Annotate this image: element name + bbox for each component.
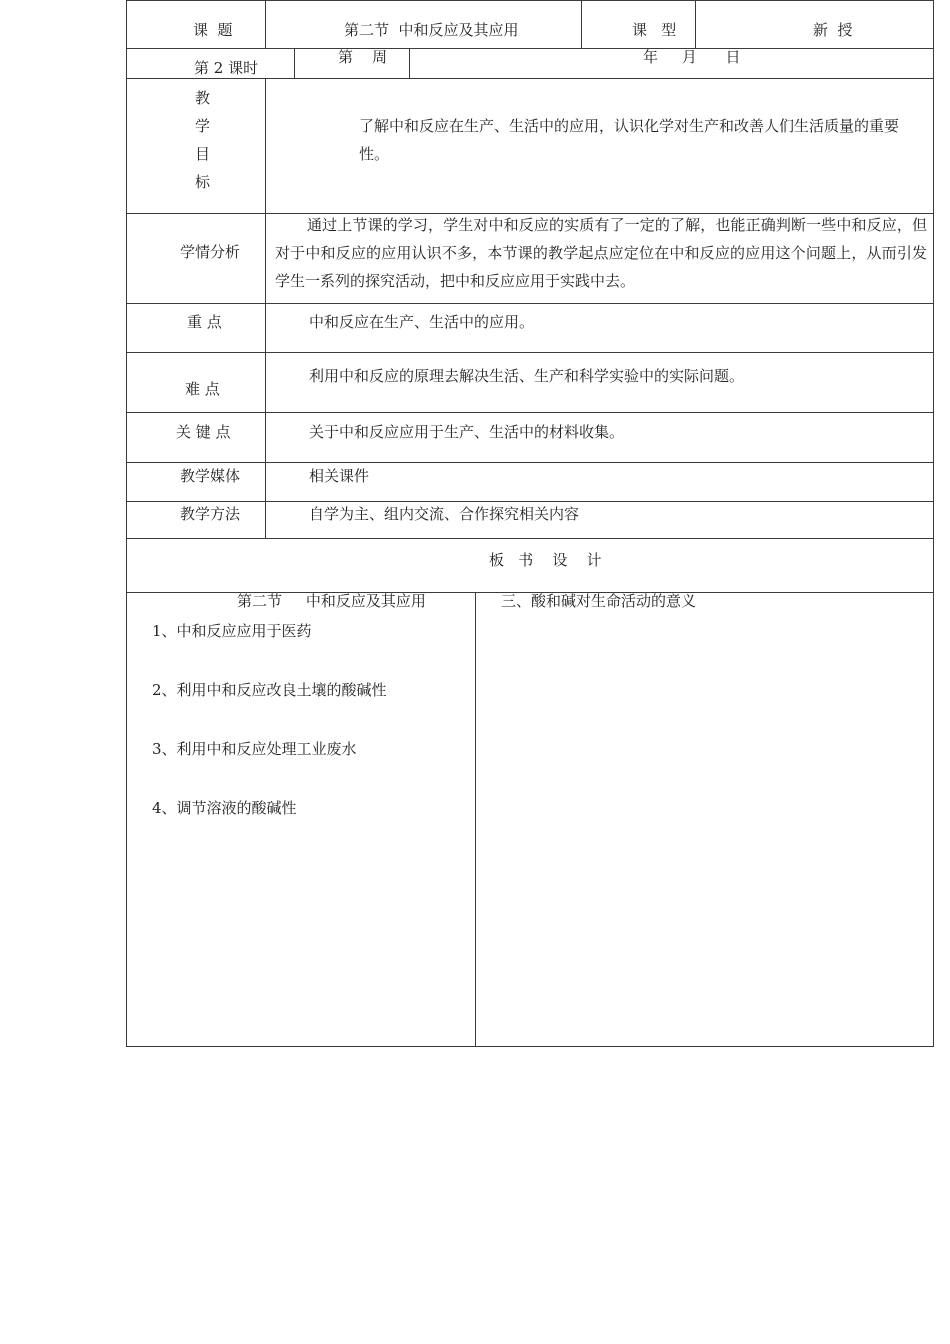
board-item: 1、中和反应应用于医药: [152, 622, 312, 640]
difficulty-label: 难 点: [185, 380, 220, 398]
topic-value: 第二节 中和反应及其应用: [344, 21, 519, 39]
media-label: 教学媒体: [180, 467, 241, 485]
board-right-heading: 三、酸和碱对生命活动的意义: [501, 592, 697, 610]
type-label: 课 型: [632, 21, 677, 39]
period-label: 第 2 课时: [194, 59, 259, 77]
key-point-label: 重 点: [187, 313, 222, 331]
analysis-label: 学情分析: [180, 243, 241, 261]
objectives-text: 了解中和反应在生产、生活中的应用，认识化学对生产和改善人们生活质量的重要性。: [359, 117, 900, 163]
week-label: 第 周: [338, 48, 388, 66]
board-title: 板 书 设 计: [489, 551, 602, 569]
board-left-heading: 第二节 中和反应及其应用: [237, 592, 426, 610]
objectives-label-char: 学: [195, 117, 211, 135]
difficulty-text: 利用中和反应的原理去解决生活、生产和科学实验中的实际问题。: [309, 367, 745, 385]
analysis-text: 通过上节课的学习，学生对中和反应的实质有了一定的了解，也能正确判断一些中和反应，但对于中和反应的应用认识不多，本节课的教学起点应定位在中和反应的应用这个问题上，从而引发学生一系列的探究活动，把中和反应应用于实践中去。: [275, 216, 927, 290]
topic-label: 课 题: [193, 21, 233, 39]
critical-text: 关于中和反应应用于生产、生活中的材料收集。: [309, 423, 625, 441]
date-label: 年 月 日: [643, 48, 741, 66]
method-label: 教学方法: [180, 505, 241, 523]
media-text: 相关课件: [309, 467, 370, 485]
board-item: 3、利用中和反应处理工业废水: [152, 740, 357, 758]
objectives-label-char: 教: [195, 89, 211, 107]
board-item: 2、利用中和反应改良土壤的酸碱性: [152, 681, 387, 699]
board-item: 4、调节溶液的酸碱性: [152, 799, 297, 817]
key-point-text: 中和反应在生产、生活中的应用。: [309, 313, 535, 331]
method-text: 自学为主、组内交流、合作探究相关内容: [309, 505, 580, 523]
type-value: 新 授: [813, 21, 853, 39]
critical-label: 关 键 点: [176, 423, 231, 441]
objectives-label-char: 目: [195, 145, 211, 163]
objectives-label-char: 标: [195, 173, 211, 191]
